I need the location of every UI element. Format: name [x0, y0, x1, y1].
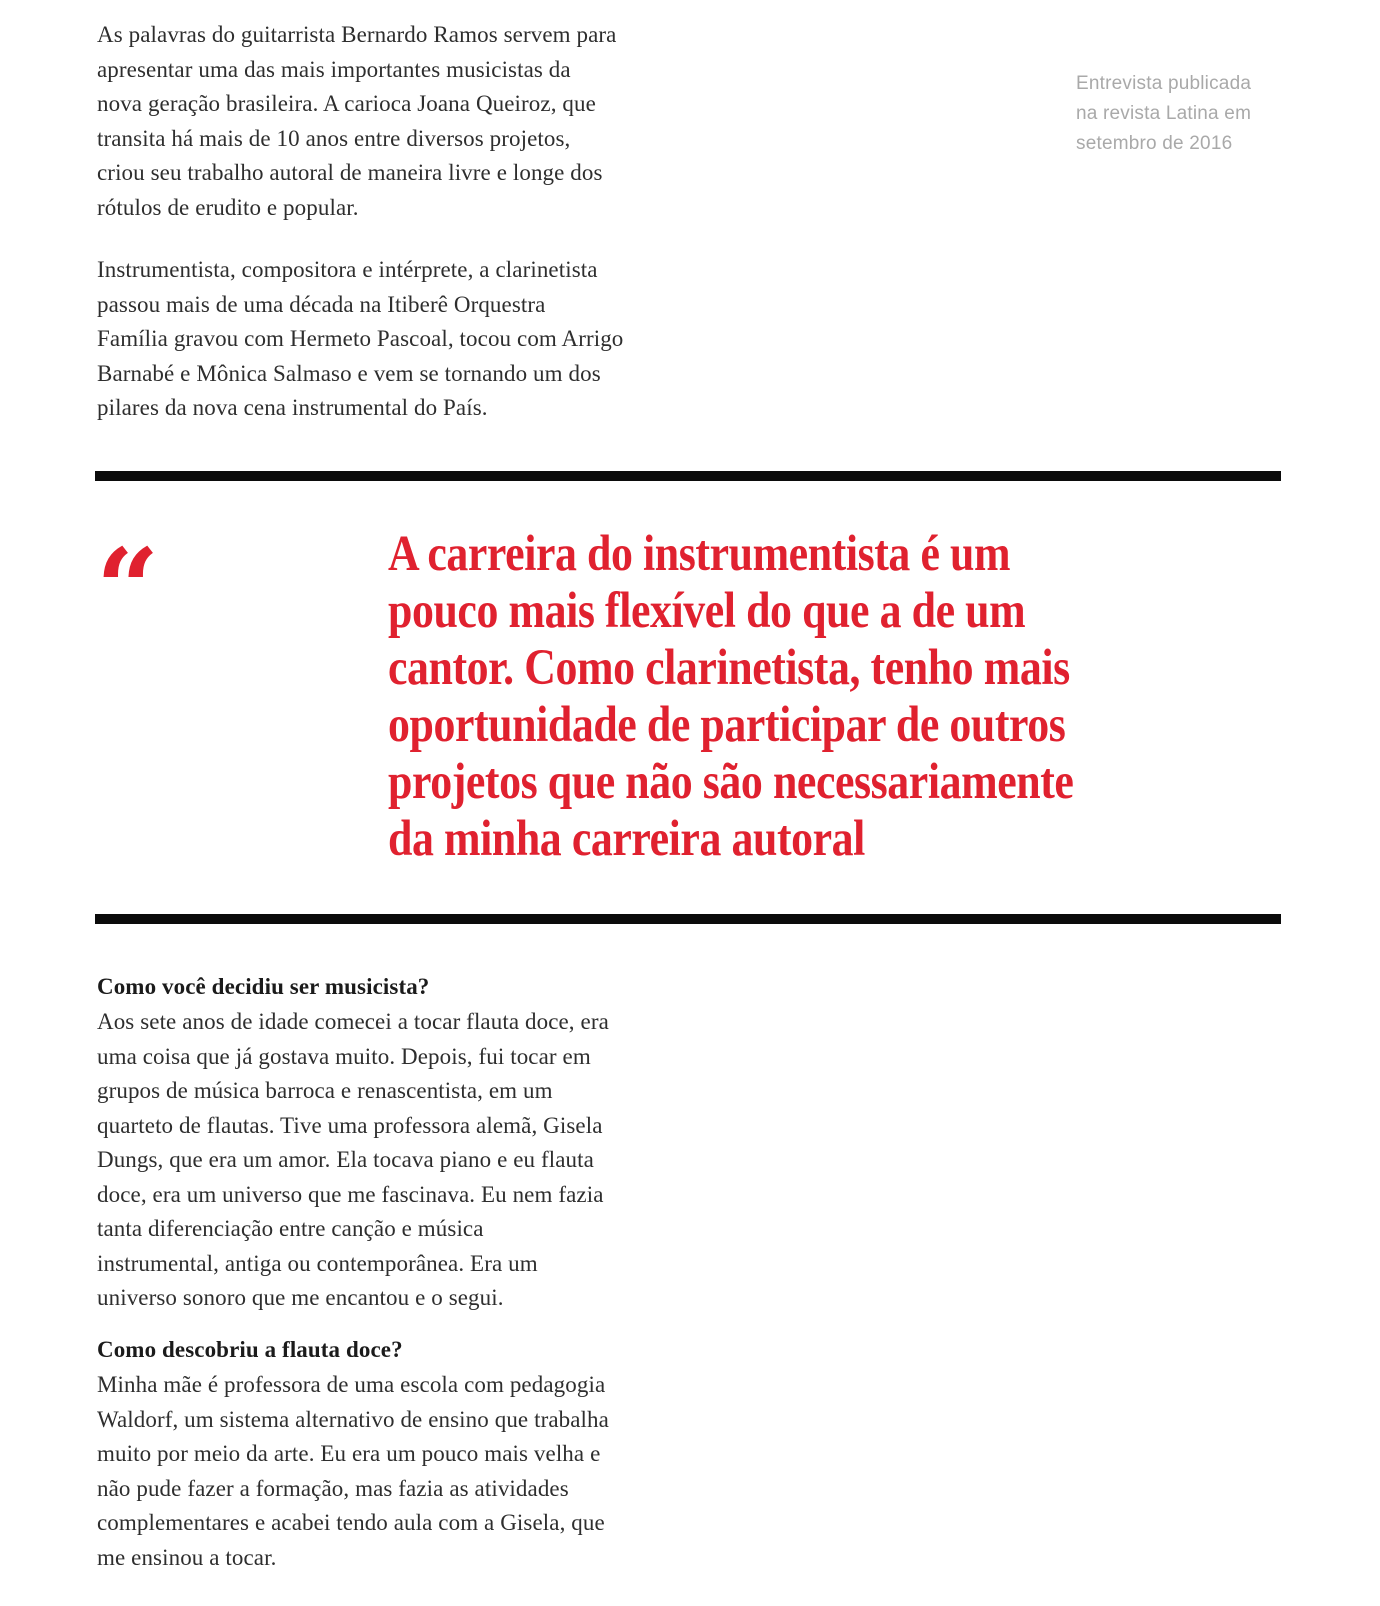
intro-paragraph-1 — [97, 18, 757, 225]
text-line: A carreira do instrumentista é um — [388, 526, 1011, 582]
text-line: Waldorf, um sistema alternativo de ensino que trabalha — [97, 1406, 609, 1432]
text-line: quarteto de flautas. Tive uma professora alemã, Gisela — [97, 1112, 603, 1138]
text-line: apresentar uma das mais importantes musicistas da — [97, 56, 571, 82]
divider-rule-top — [95, 471, 1281, 481]
text-line: não pude fazer a formação, mas fazia as atividades — [97, 1475, 569, 1501]
text-line: pouco mais flexível do que a de um — [388, 583, 1026, 639]
text-line: passou mais de uma década na Itiberê Orquestra — [97, 291, 546, 317]
text-line: Barnabé e Mônica Salmaso e vem se tornando um dos — [97, 360, 601, 386]
pull-quote-text — [388, 526, 1334, 868]
text-line: rótulos de erudito e popular. — [97, 194, 359, 220]
text-line: da minha carreira autoral — [388, 811, 865, 867]
text-line: cantor. Como clarinetista, tenho mais — [388, 640, 1070, 696]
text-line: instrumental, antiga ou contemporânea. Era um — [97, 1250, 538, 1276]
text-line: universo sonoro que me encantou e o segui. — [97, 1285, 504, 1310]
text-line: Aos sete anos de idade comecei a tocar flauta doce, era — [97, 1009, 609, 1034]
text-line: Instrumentista, compositora e intérprete, a clarinetista — [97, 257, 598, 282]
interview-question-2: Como descobriu a flauta doce? — [97, 1337, 403, 1362]
intro-paragraph-2 — [97, 253, 757, 426]
text-line: tanta diferenciação entre canção e música — [97, 1216, 484, 1241]
text-line: doce, era um universo que me fascinava. Eu nem fazia — [97, 1181, 604, 1207]
text-line: setembro de 2016 — [1076, 133, 1233, 154]
text-line: uma coisa que já gostava muito. Depois, fui tocar em — [97, 1043, 591, 1069]
text-line: criou seu trabalho autoral de maneira livre e longe dos — [97, 160, 603, 185]
text-line: Família gravou com Hermeto Pascoal, tocou com Arrigo — [97, 326, 624, 351]
text-line: nova geração brasileira. A carioca Joana Queiroz, que — [97, 91, 596, 116]
publication-note — [1076, 69, 1316, 159]
text-line: Entrevista publicada — [1076, 73, 1252, 94]
text-line: Minha mãe é professora de uma escola com pedagogia — [97, 1372, 606, 1397]
text-line: As palavras do guitarrista Bernardo Ramos servem para — [97, 22, 617, 47]
interview-question-1: Como você decidiu ser musicista? — [97, 974, 430, 999]
text-line: transita há mais de 10 anos entre diversos projetos, — [97, 125, 571, 151]
interview-answer-2 — [97, 1368, 757, 1575]
divider-rule-bottom — [95, 914, 1281, 924]
text-line: na revista Latina em — [1076, 103, 1252, 124]
text-line: muito por meio da arte. Eu era um pouco mais velha e — [97, 1441, 601, 1466]
text-line: grupos de música barroca e renascentista, em um — [97, 1078, 553, 1103]
open-quote-icon: “ — [96, 524, 160, 653]
text-line: me ensinou a tocar. — [97, 1544, 277, 1570]
text-line: complementares e acabei tendo aula com a Gisela, que — [97, 1510, 605, 1535]
text-line: oportunidade de participar de outros — [388, 697, 1066, 753]
text-line: pilares da nova cena instrumental do País. — [97, 395, 488, 420]
text-line: projetos que não são necessariamente — [388, 754, 1074, 810]
interview-answer-1 — [97, 1005, 757, 1316]
text-line: Dungs, que era um amor. Ela tocava piano e eu flauta — [97, 1147, 594, 1172]
